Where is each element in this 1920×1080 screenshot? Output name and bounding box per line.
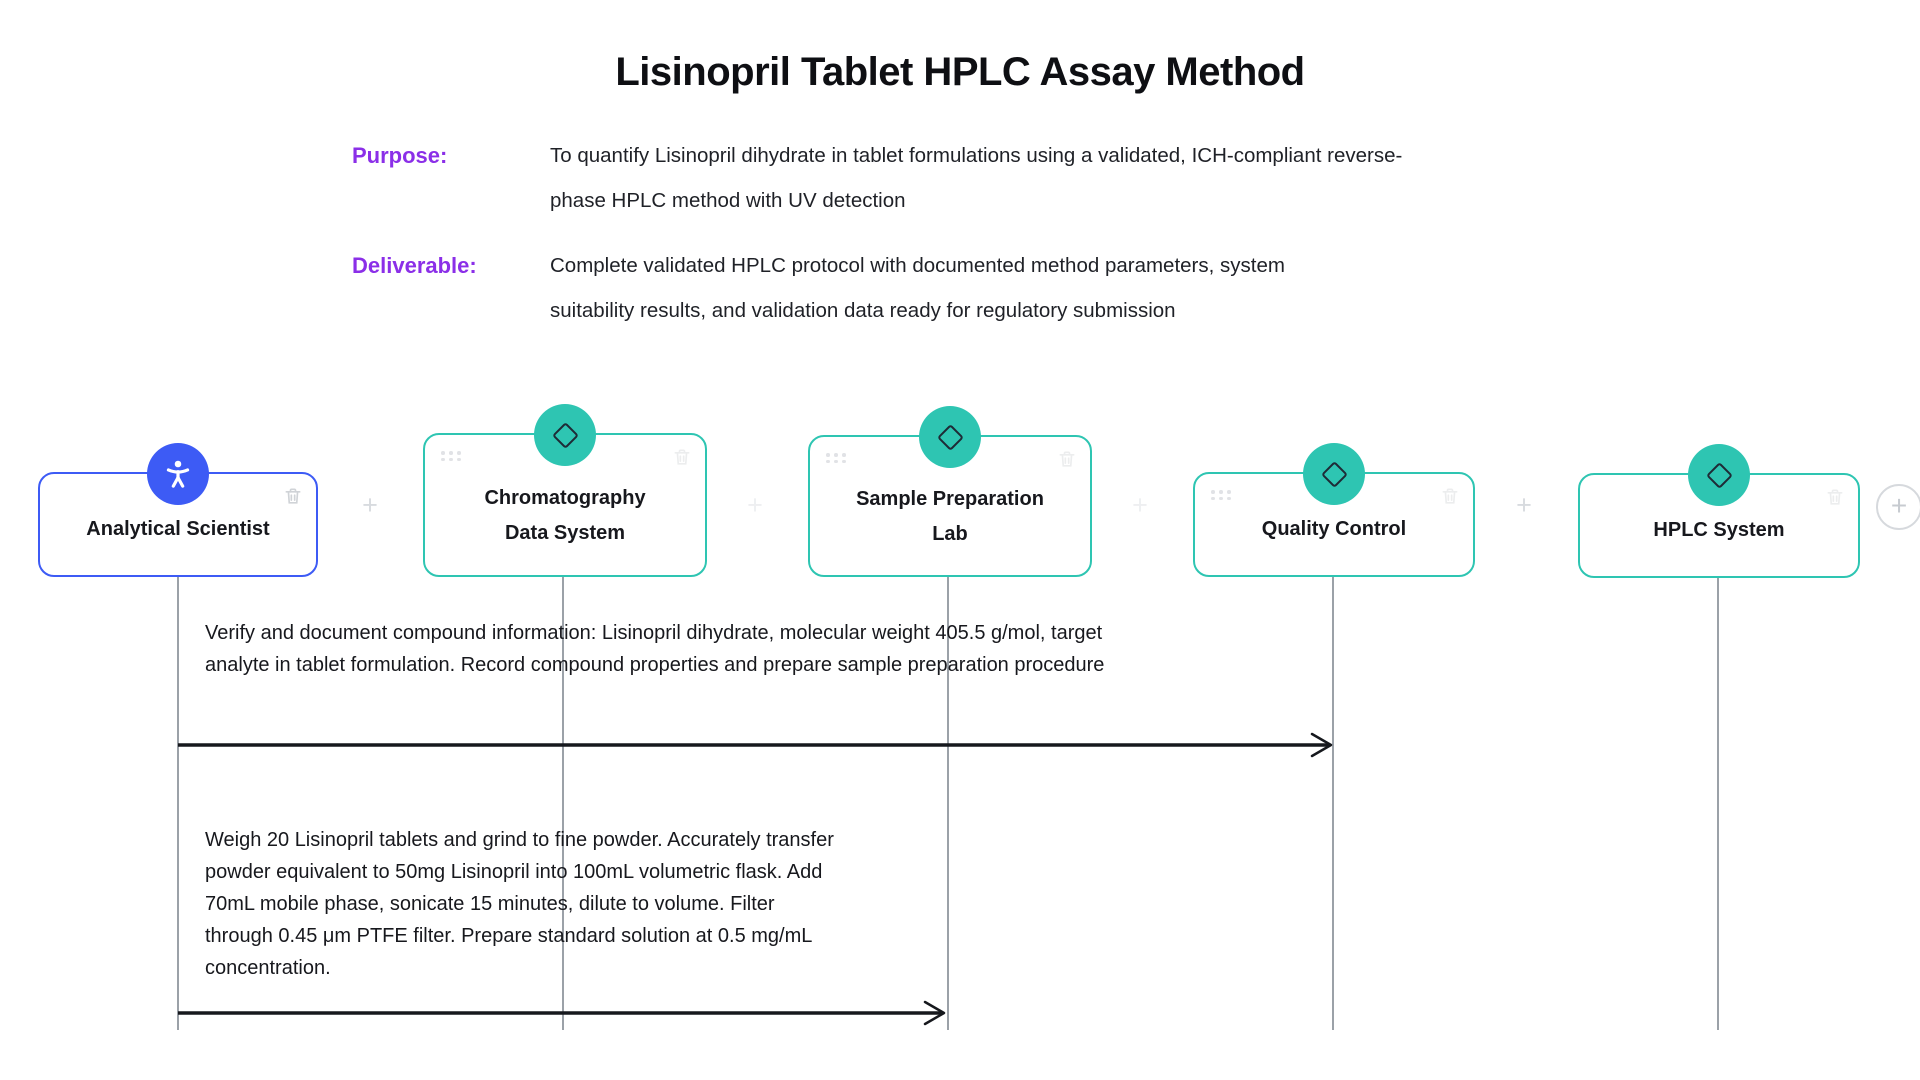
diamond-icon bbox=[1688, 444, 1750, 506]
participant-quality-control[interactable] bbox=[1193, 472, 1475, 577]
drag-handle-icon[interactable] bbox=[1211, 490, 1232, 500]
message-text[interactable]: Verify and document compound information: Lisinopril dihydrate, molecular weight 405.5 g/mol, target analyte in tablet formulation. Record compound properties and prepare sample preparation procedure bbox=[205, 622, 1105, 676]
add-participant-button[interactable] bbox=[1876, 484, 1920, 530]
lifeline-hplc-system bbox=[1717, 572, 1719, 1030]
message-arrow[interactable] bbox=[178, 730, 1338, 760]
trash-icon[interactable] bbox=[1825, 487, 1845, 507]
trash-icon[interactable] bbox=[283, 486, 303, 506]
drag-handle-icon[interactable] bbox=[441, 451, 462, 461]
diamond-icon bbox=[919, 406, 981, 468]
lifeline-quality-control bbox=[1332, 572, 1334, 1030]
trash-icon[interactable] bbox=[1440, 486, 1460, 506]
purpose-label: Purpose: bbox=[352, 143, 448, 168]
drag-handle-icon[interactable] bbox=[826, 453, 847, 463]
person-icon bbox=[147, 443, 209, 505]
trash-icon[interactable] bbox=[672, 447, 692, 467]
deliverable-label: Deliverable: bbox=[352, 253, 477, 278]
add-participant-plus-icon[interactable] bbox=[1125, 490, 1155, 520]
deliverable-text: Complete validated HPLC protocol with documented method parameters, system suitability results, and validation data ready for regulatory submission bbox=[550, 254, 1285, 322]
lifeline-analytical-scientist bbox=[177, 572, 179, 1030]
diamond-icon bbox=[534, 404, 596, 466]
participant-label: HPLC System bbox=[1653, 519, 1785, 541]
participant-label: Sample Preparation Lab bbox=[856, 488, 1044, 545]
participant-chromatography-data-system[interactable] bbox=[423, 433, 707, 577]
message-arrow[interactable] bbox=[178, 998, 953, 1028]
participant-label: Quality Control bbox=[1261, 518, 1407, 540]
participant-label: Analytical Scientist bbox=[86, 518, 270, 540]
trash-icon[interactable] bbox=[1057, 449, 1077, 469]
participant-label: Chromatography Data System bbox=[484, 487, 646, 544]
participant-analytical-scientist[interactable] bbox=[38, 472, 318, 577]
add-participant-plus-icon[interactable] bbox=[1509, 490, 1539, 520]
add-participant-plus-icon[interactable] bbox=[355, 490, 385, 520]
page-title: Lisinopril Tablet HPLC Assay Method bbox=[615, 50, 1305, 94]
participant-sample-preparation-lab[interactable] bbox=[808, 435, 1092, 577]
purpose-text: To quantify Lisinopril dihydrate in tablet formulations using a validated, ICH-compliant reverse-phase HPLC method with UV detection bbox=[550, 144, 1403, 212]
diamond-icon bbox=[1303, 443, 1365, 505]
message-text[interactable]: Weigh 20 Lisinopril tablets and grind to fine powder. Accurately transfer powder equivalent to 50mg Lisinopril into 100mL volumetric flask. Add 70mL mobile phase, sonicate 15 minutes, dilute to volume. Filter through 0.45 μm PTFE filter. Prepare standard solution at 0.5 mg/mL concentration. bbox=[205, 829, 834, 979]
participant-hplc-system[interactable] bbox=[1578, 473, 1860, 578]
add-participant-plus-icon[interactable] bbox=[740, 490, 770, 520]
